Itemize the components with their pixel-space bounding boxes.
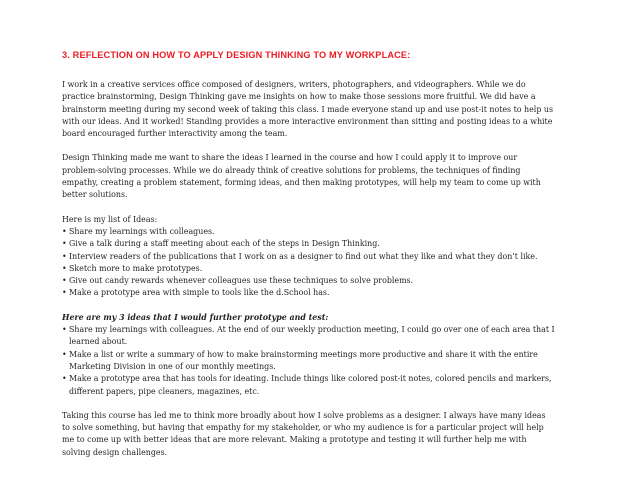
- paragraph-line: brainstorm meeting during my second week of taking this class. I made everyone stand up and use post-it notes to help us: [62, 104, 554, 114]
- paragraph-line: board encouraged further interactivity among the team.: [62, 129, 288, 139]
- section-heading: 3. REFLECTION ON HOW TO APPLY DESIGN THINKING TO MY WORKPLACE:: [62, 50, 411, 60]
- bullet-icon: •: [62, 226, 67, 236]
- list-item-text: Share my learnings with colleagues. At the end of our weekly production meeting, I could go over one of each area that I: [69, 325, 555, 335]
- bullet-icon: •: [62, 288, 67, 298]
- list-item: [62, 287, 582, 299]
- conclusion-paragraph: [62, 410, 582, 459]
- bullet-icon: •: [62, 276, 67, 286]
- prototype-ideas-list: [62, 324, 582, 398]
- paragraph-spacer: [62, 202, 582, 214]
- ideas-list: [62, 226, 582, 300]
- list-item-line: [62, 349, 582, 361]
- list-item-text: Give a talk during a staff meeting about each of the steps in Design Thinking.: [69, 239, 380, 249]
- list-item-line: learned about.: [69, 337, 128, 347]
- paragraph-line: better solutions.: [62, 190, 128, 200]
- paragraph-line: problem-solving processes. While we do already think of creative solutions for problems, the techniques of finding: [62, 165, 521, 175]
- paragraph-spacer: [62, 140, 582, 152]
- paragraph-line: empathy, creating a problem statement, forming ideas, and then making prototypes, will help my team to come up with: [62, 178, 541, 188]
- list-item-text: Make a prototype area with simple to tools like the d.School has.: [69, 288, 330, 298]
- paragraph-line: I work in a creative services office composed of designers, writers, photographers, and videographers. While we do: [62, 80, 526, 89]
- paragraph-line: me to come up with better ideas that are more relevant. Making a prototype and testing it will further help me with: [62, 435, 527, 445]
- list-item-line: [62, 324, 582, 336]
- list-item: [62, 238, 582, 250]
- paragraph-line: with our ideas. And it worked! Standing provides a more interactive environment than sitting and posting ideas to a white: [62, 116, 553, 126]
- paragraph-spacer: [62, 398, 582, 410]
- list-item: [62, 226, 582, 238]
- paragraph-line: Taking this course has led me to think more broadly about how I solve problems as a designer. I always have many ideas: [62, 410, 546, 420]
- ideas-intro: Here is my list of Ideas:: [62, 214, 158, 224]
- list-item-text: Share my learnings with colleagues.: [69, 226, 215, 236]
- bullet-icon: •: [62, 251, 67, 261]
- intro-paragraph: [62, 79, 582, 140]
- list-item-line: [62, 373, 582, 385]
- bullet-icon: •: [62, 325, 67, 335]
- list-item-line: Marketing Division in one of our monthly meetings.: [69, 361, 276, 371]
- motivation-paragraph: [62, 152, 582, 201]
- paragraph-line: solving design challenges.: [62, 447, 168, 457]
- list-item-text: Make a prototype area that has tools for ideating. Include things like colored post-it notes, colored pencils and markers,: [69, 374, 552, 384]
- paragraph-line: Design Thinking made me want to share the ideas I learned in the course and how I could apply it to improve our: [62, 153, 518, 163]
- paragraph-line: practice brainstorming, Design Thinking gave me insights on how to make those sessions more fruitful. We did have a: [62, 92, 536, 102]
- prototype-subheading: Here are my 3 ideas that I would further prototype and test:: [62, 312, 329, 322]
- bullet-icon: •: [62, 263, 67, 273]
- paragraph-spacer: [62, 300, 582, 312]
- body-content: [62, 79, 582, 459]
- bullet-icon: •: [62, 349, 67, 359]
- list-item-line: different papers, pipe cleaners, magazines, etc.: [69, 386, 260, 396]
- list-item-text: Interview readers of the publications that I work on as a designer to find out what they like and what they don’t like.: [69, 251, 538, 261]
- list-item: [62, 251, 582, 263]
- list-item-text: Make a list or write a summary of how to make brainstorming meetings more productive and share it with the entire: [69, 349, 538, 359]
- list-item: [62, 373, 582, 398]
- list-item-text: Sketch more to make prototypes.: [69, 263, 203, 273]
- list-item: [62, 324, 582, 349]
- list-item: [62, 263, 582, 275]
- paragraph-line: to solve something, but having that empathy for my stakeholder, or who my audience is for a particular project will help: [62, 423, 544, 433]
- list-item: [62, 349, 582, 374]
- list-item: [62, 275, 582, 287]
- bullet-icon: •: [62, 239, 67, 249]
- list-item-text: Give out candy rewards whenever colleagues use these techniques to solve problems.: [69, 276, 414, 286]
- bullet-icon: •: [62, 374, 67, 384]
